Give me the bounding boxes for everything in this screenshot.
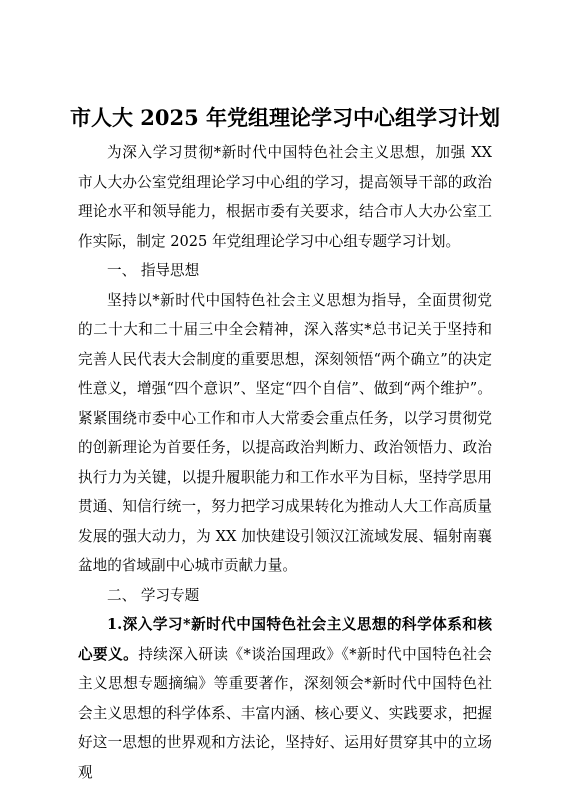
section-1-paragraph: 坚持以*新时代中国特色社会主义思想为指导，全面贯彻党的二十大和二十届三中全会精神，深入落实*总书记关于坚持和完善人民代表大会制度的重要思想，深刻领悟“两个确立”的决定性意义，增强“四个意识”、坚定“四个自信”、做到“两个维护”。紧紧围绕市委中心工作和市人大常委会重点任务，以学习贯彻党的创新理论为首要任务，以提高政治判断力、政治领悟力、政治执行力为关键，以提升履职能力和工作水平为目标，坚持学思用贯通、知信行统一，努力把学习成果转化为推动人大工作高质量发展的强大动力，为 XX 加快建设引领汉江流域发展、辐射南襄盆地的省域副中心城市贡献力量。 [78, 291, 492, 574]
section-1-heading: 一、 指导思想 [107, 262, 200, 279]
intro-paragraph: 为深入学习贯彻*新时代中国特色社会主义思想，加强 XX 市人大办公室党组理论学习中心组的学习，提高领导干部的政治理论水平和领导能力，根据市委有关要求，结合市人大办公室工作实际，制定 2025 年党组理论学习中心组专题学习计划。 [78, 144, 492, 250]
document-title: 市人大 2025 年党组理论学习中心组学习计划 [69, 105, 501, 130]
section-2-heading: 二、 学习专题 [107, 586, 200, 604]
section-2-item-1-lead: 1.深入学习*新时代中国特色社会主义思想的科学体系和核心要义。 [78, 616, 492, 663]
document-body [78, 138, 492, 787]
section-2-item-1-paragraph [78, 610, 492, 787]
section-2-item-1-body: 持续深入研读《*谈治国理政》《*新时代中国特色社会主义思想专题摘编》等重要著作，深刻领会*新时代中国特色社会主义思想的科学体系、丰富内涵、核心要义、实践要求，把握好这一思想的世界观和方法论，坚持好、运用好贯穿其中的立场观 [78, 645, 492, 781]
